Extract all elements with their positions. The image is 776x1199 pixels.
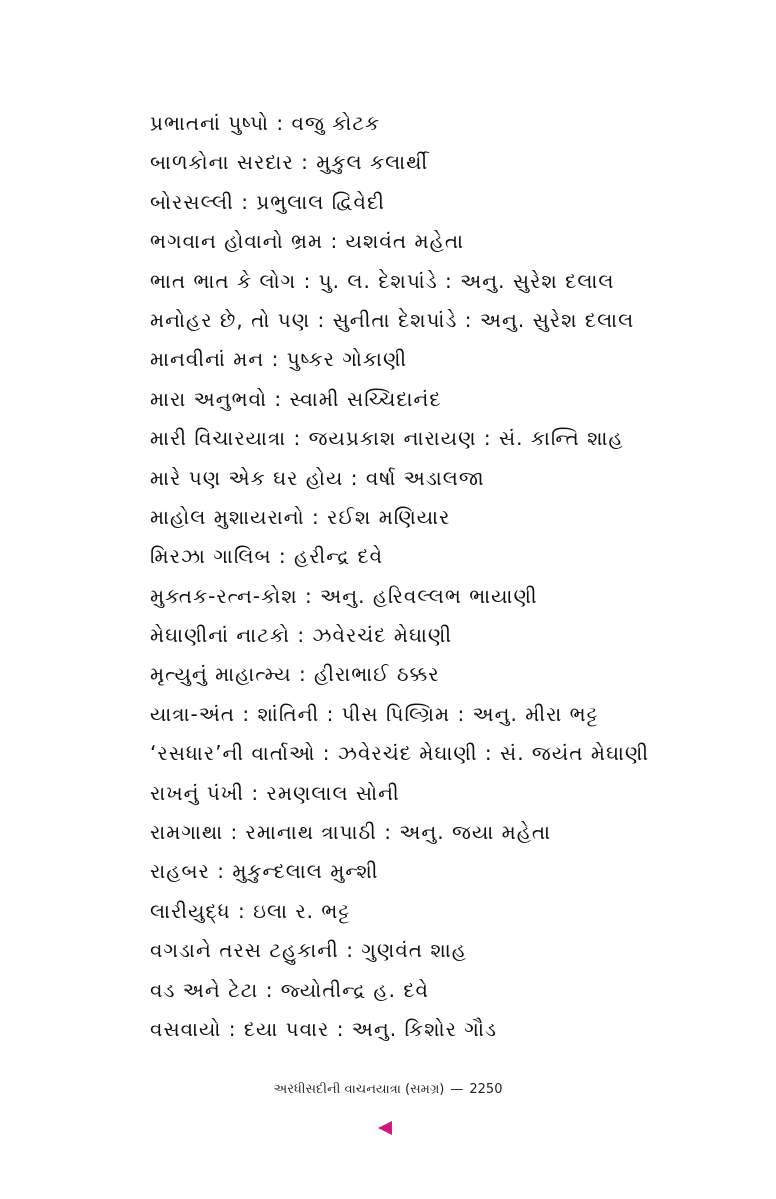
book-entry: ‘રસધાર’ની વાર્તાઓ : ઝવેરચંદ મેઘાણી : સં. જયંત મેઘાણી <box>150 741 650 766</box>
book-entry: વડ અને ટેટા : જ્યોતીન્દ્ર હ. દવે <box>150 977 430 1002</box>
book-entry: મુક્તક-રત્ન-કોશ : અનુ. હરિવલ્લભ ભાયાણી <box>150 583 538 608</box>
book-entry: મારી વિચારયાત્રા : જયપ્રકાશ નારાયણ : સં. કાન્તિ શાહ <box>150 426 624 451</box>
book-entry: મૃત્યુનું માહાત્મ્ય : હીરાભાઈ ઠક્કર <box>150 662 440 687</box>
page-footer <box>0 1080 776 1100</box>
book-entry: રાહબર : મુકુન્દલાલ મુન્શી <box>150 859 379 884</box>
footer-separator: — <box>450 1082 464 1097</box>
footer-book-title: અરધીસદીની વાચનયાત્રા (સમગ્ર) <box>273 1082 445 1097</box>
book-entry: મનોહર છે, તો પણ : સુનીતા દેશપાંડે : અનુ. સુરેશ દલાલ <box>150 307 635 332</box>
book-entry: મારા અનુભવો : સ્વામી સચ્ચિદાનંદ <box>150 386 442 411</box>
book-entry: વગડાને તરસ ટહુકાની : ગુણવંત શાહ <box>150 938 467 963</box>
book-entry: મિરઝા ગાલિબ : હરીન્દ્ર દવે <box>150 544 384 569</box>
book-entry: યાત્રા-અંત : શાંતિની : પીસ પિલ્ગ્રિમ : અનુ. મીરા ભટ્ટ <box>150 701 599 726</box>
book-entry: બાળકોના સરદાર : મુકુલ કલાર્થી <box>150 150 429 175</box>
book-entry: રામગાથા : રમાનાથ ત્રાપાઠી : અનુ. જયા મહેતા <box>150 820 552 845</box>
book-entry: મારે પણ એક ઘર હોય : વર્ષા અડાલજા <box>150 465 485 490</box>
book-entry: મેઘાણીનાં નાટકો : ઝવેરચંદ મેઘાણી <box>150 623 453 648</box>
book-list <box>150 104 730 1049</box>
book-entry: વસવાયો : દયા પવાર : અનુ. કિશોર ગૌડ <box>150 1016 497 1041</box>
book-entry: ભગવાન હોવાનો ભ્રમ : યશવંત મહેતા <box>150 229 465 254</box>
book-entry: ભાત ભાત કે લોગ : પુ. લ. દેશપાંડે : અનુ. સુરેશ દલાલ <box>150 268 615 293</box>
footer-page-number: 2250 <box>469 1082 503 1097</box>
book-entry: માહોલ મુશાયરાનો : રઈશ મણિયાર <box>150 504 451 529</box>
previous-page-icon[interactable] <box>378 1121 392 1135</box>
book-entry: રાખનું પંખી : રમણલાલ સોની <box>150 780 400 805</box>
book-entry: પ્રભાતનાં પુષ્પો : વજુ કોટક <box>150 111 381 135</box>
book-entry: લારીયુદ્ધ : ઇલા ર. ભટ્ટ <box>150 898 351 923</box>
book-entry: બોરસલ્લી : પ્રભુલાલ દ્વિવેદી <box>150 189 385 214</box>
book-entry: માનવીનાં મન : પુષ્કર ગોકાણી <box>150 347 408 372</box>
